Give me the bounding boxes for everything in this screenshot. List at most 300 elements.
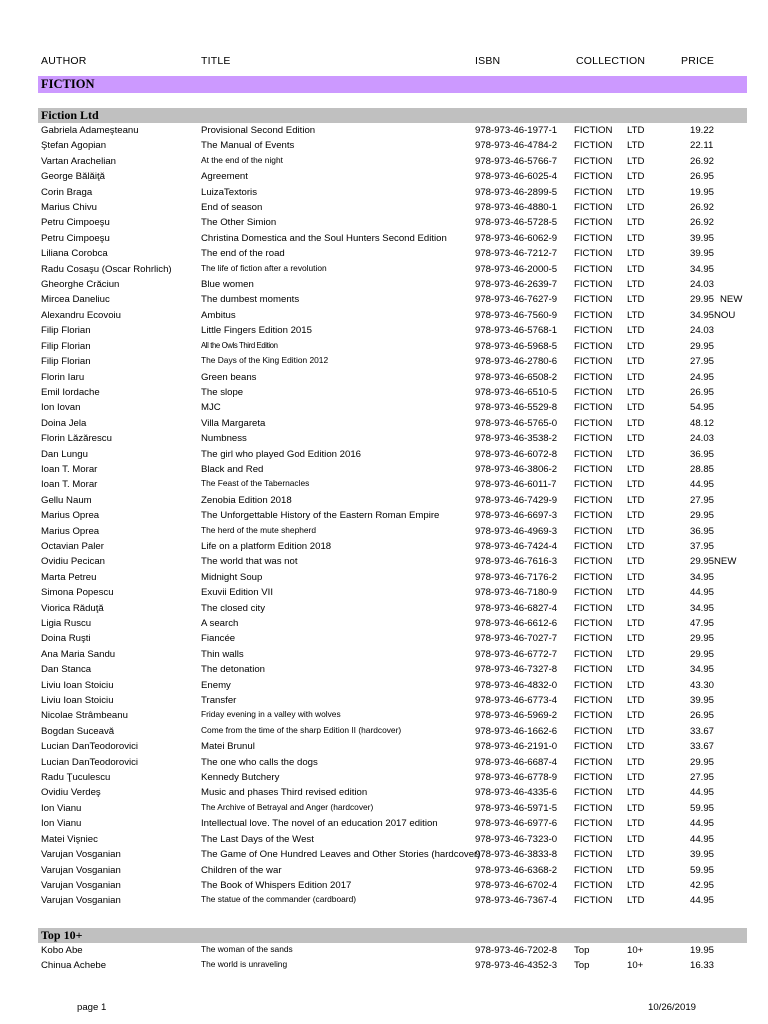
isbn-cell: 978-973-46-7176-2 xyxy=(475,571,558,583)
collection-cell: FICTION xyxy=(574,510,613,522)
price-cell: 27.95 xyxy=(690,772,715,784)
isbn-cell: 978-973-46-6687-4 xyxy=(475,756,558,768)
isbn-cell: 978-973-46-7027-7 xyxy=(475,633,558,645)
collection-cell: FICTION xyxy=(574,325,613,337)
isbn-cell: 978-973-46-7616-3 xyxy=(475,556,558,568)
type-cell: LTD xyxy=(627,710,645,722)
isbn-cell: 978-973-46-7180-9 xyxy=(475,587,558,599)
isbn-cell: 978-973-46-6011-7 xyxy=(475,479,557,491)
author-cell: Filip Florian xyxy=(41,356,91,368)
title-cell: MJC xyxy=(201,402,221,414)
price-cell: 27.95 xyxy=(690,494,715,506)
author-cell: Gheorghe Crăciun xyxy=(41,279,120,291)
type-cell: LTD xyxy=(627,171,645,183)
table-row xyxy=(0,246,768,261)
author-cell: Dan Lungu xyxy=(41,448,88,460)
table-row xyxy=(0,893,768,908)
author-cell: Ana Maria Sandu xyxy=(41,648,116,660)
type-cell: LTD xyxy=(627,802,645,814)
type-cell: LTD xyxy=(627,664,645,676)
price-cell: 36.95 xyxy=(690,525,715,537)
table-row xyxy=(0,370,768,385)
collection-cell: FICTION xyxy=(574,772,613,784)
type-cell: LTD xyxy=(627,772,645,784)
title-cell: The one who calls the dogs xyxy=(201,756,318,768)
title-cell: Enemy xyxy=(201,679,231,691)
isbn-cell: 978-973-46-6702-4 xyxy=(475,879,558,891)
table-row xyxy=(0,262,768,277)
price-cell: 34.95 xyxy=(690,602,715,614)
title-cell: Blue women xyxy=(201,279,254,291)
table-row xyxy=(0,416,768,431)
author-cell: Matei Vişniec xyxy=(41,833,98,845)
table-row xyxy=(0,200,768,215)
author-cell: Liliana Corobca xyxy=(41,248,108,260)
type-cell: LTD xyxy=(627,571,645,583)
price-cell: 24.03 xyxy=(690,325,715,337)
price-cell: 47.95 xyxy=(690,618,715,629)
type-cell: LTD xyxy=(627,463,645,475)
table-row xyxy=(0,647,768,662)
price-cell: 29.95 xyxy=(690,756,715,768)
collection-cell: FICTION xyxy=(574,710,613,722)
price-cell: 44.95 xyxy=(690,833,715,845)
isbn-cell: 978-973-46-5768-1 xyxy=(475,325,558,337)
collection-cell: FICTION xyxy=(574,833,613,845)
author-cell: Varujan Vosganian xyxy=(41,879,121,891)
title-cell: LuizaTextoris xyxy=(201,186,257,198)
isbn-cell: 978-973-46-7212-7 xyxy=(475,248,558,260)
author-cell: Dan Stanca xyxy=(41,664,92,676)
collection-cell: FICTION xyxy=(574,879,613,891)
author-cell: Ligia Ruscu xyxy=(41,618,92,629)
author-cell: Ovidiu Pecican xyxy=(41,556,105,568)
title-cell: The Manual of Events xyxy=(201,140,295,152)
type-cell: LTD xyxy=(627,725,645,737)
type-cell: LTD xyxy=(627,494,645,506)
collection-cell: FICTION xyxy=(574,494,613,506)
title-cell: Zenobia Edition 2018 xyxy=(201,494,292,506)
table-row xyxy=(0,524,768,539)
isbn-cell: 978-973-46-3833-8 xyxy=(475,849,558,861)
author-cell: Filip Florian xyxy=(41,340,91,352)
title-cell: The herd of the mute shepherd xyxy=(201,524,316,535)
collection-cell: FICTION xyxy=(574,787,613,799)
type-cell: LTD xyxy=(627,849,645,861)
collection-cell: FICTION xyxy=(574,340,613,352)
title-cell: The Book of Whispers Edition 2017 xyxy=(201,879,352,891)
author-cell: Doina Jela xyxy=(41,417,87,429)
author-cell: Radu Cosaşu (Oscar Rohrlich) xyxy=(41,263,172,275)
collection-cell: FICTION xyxy=(574,356,613,368)
table-row xyxy=(0,554,768,569)
table-row xyxy=(0,354,768,369)
group-heading-fiction-ltd: Fiction Ltd xyxy=(38,108,747,123)
title-cell: Christina Domestica and the Soul Hunters Second Edition xyxy=(201,232,447,244)
table-row xyxy=(0,154,768,169)
type-cell: LTD xyxy=(627,479,645,491)
price-cell: 59.95 xyxy=(690,864,715,876)
isbn-cell: 978-973-46-4832-0 xyxy=(475,679,558,691)
collection-cell: FICTION xyxy=(574,849,613,861)
price-cell: 26.95 xyxy=(690,171,715,183)
table-row xyxy=(0,631,768,646)
table-row xyxy=(0,447,768,462)
collection-cell: Top xyxy=(574,960,590,972)
table-row xyxy=(0,231,768,246)
isbn-cell: 978-973-46-6025-4 xyxy=(475,171,558,183)
author-cell: Marta Petreu xyxy=(41,571,97,583)
type-cell: LTD xyxy=(627,602,645,614)
author-cell: Ion Iovan xyxy=(41,402,81,414)
type-cell: LTD xyxy=(627,294,645,306)
title-cell: The world that was not xyxy=(201,556,298,568)
author-cell: Varujan Vosganian xyxy=(41,895,121,907)
type-cell: LTD xyxy=(627,125,645,136)
author-cell: Corin Braga xyxy=(41,186,93,198)
title-cell: Children of the war xyxy=(201,864,282,876)
isbn-cell: 978-973-46-7429-9 xyxy=(475,494,558,506)
title-cell: The woman of the sands xyxy=(201,944,293,954)
price-cell: 42.95 xyxy=(690,879,715,891)
author-cell: Varujan Vosganian xyxy=(41,849,121,861)
isbn-cell: 978-973-46-7202-8 xyxy=(475,945,558,956)
price-cell: 36.95 xyxy=(690,448,715,460)
table-row xyxy=(0,693,768,708)
header-price: PRICE xyxy=(681,55,715,67)
title-cell: Fiancée xyxy=(201,633,236,645)
price-cell: 26.95 xyxy=(690,386,715,398)
author-cell: Vartan Arachelian xyxy=(41,155,117,167)
title-cell: Music and phases Third revised edition xyxy=(201,787,368,799)
author-cell: Lucian DanTeodorovici xyxy=(41,741,139,753)
price-cell: 29.95 xyxy=(690,340,715,352)
author-cell: Simona Popescu xyxy=(41,587,114,599)
collection-cell: FICTION xyxy=(574,155,613,167)
price-cell: 39.95 xyxy=(690,695,715,707)
author-cell: Petru Cimpoeşu xyxy=(41,217,110,229)
collection-cell: FICTION xyxy=(574,525,613,537)
author-cell: Viorica Răduţă xyxy=(41,602,104,614)
title-cell: The Archive of Betrayal and Anger (hardcover) xyxy=(201,801,374,812)
isbn-cell: 978-973-46-7560-9 xyxy=(475,309,558,321)
price-cell: 33.67 xyxy=(690,725,715,737)
title-cell: Midnight Soup xyxy=(201,571,263,583)
price-cell: 39.95 xyxy=(690,248,715,260)
isbn-cell: 978-973-46-2191-0 xyxy=(475,741,558,753)
table-row xyxy=(0,215,768,230)
isbn-cell: 978-973-46-1662-6 xyxy=(475,725,558,737)
title-cell: At the end of the night xyxy=(201,154,283,165)
table-row xyxy=(0,431,768,446)
author-cell: Radu Ţuculescu xyxy=(41,772,111,784)
collection-cell: FICTION xyxy=(574,402,613,414)
price-cell: 22.11 xyxy=(690,140,714,152)
author-cell: Ioan T. Morar xyxy=(41,479,98,491)
book-list-fiction-ltd xyxy=(0,123,768,909)
type-cell: LTD xyxy=(627,263,645,275)
price-cell: 24.03 xyxy=(690,433,715,445)
title-cell: Thin walls xyxy=(201,648,244,660)
title-cell: The Feast of the Tabernacles xyxy=(201,478,310,489)
table-row xyxy=(0,708,768,723)
collection-cell: FICTION xyxy=(574,294,613,306)
price-cell: 59.95 xyxy=(690,802,715,814)
table-row xyxy=(0,570,768,585)
author-cell: Gabriela Adameşteanu xyxy=(41,125,139,136)
author-cell: Liviu Ioan Stoiciu xyxy=(41,679,114,691)
author-cell: Doina Ruşti xyxy=(41,633,91,645)
type-cell: LTD xyxy=(627,325,645,337)
table-row xyxy=(0,477,768,492)
type-cell: LTD xyxy=(627,510,645,522)
author-cell: Emil Iordache xyxy=(41,386,100,398)
isbn-cell: 978-973-46-6368-2 xyxy=(475,864,558,876)
table-row xyxy=(0,277,768,292)
title-cell: The slope xyxy=(201,386,244,398)
price-cell: 39.95 xyxy=(690,849,715,861)
type-cell: LTD xyxy=(627,556,645,568)
section-heading-fiction: FICTION xyxy=(38,76,747,93)
type-cell: LTD xyxy=(627,140,645,152)
type-cell: LTD xyxy=(627,433,645,445)
collection-cell: FICTION xyxy=(574,309,613,321)
price-cell: 29.95 xyxy=(690,510,715,522)
title-cell: Agreement xyxy=(201,171,248,183)
table-row xyxy=(0,863,768,878)
type-cell: LTD xyxy=(627,232,645,244)
page-number: page 1 xyxy=(77,1002,107,1013)
price-cell: 39.95 xyxy=(690,232,715,244)
isbn-cell: 978-973-46-7327-8 xyxy=(475,664,558,676)
title-cell: End of season xyxy=(201,202,263,214)
title-cell: Matei Brunul xyxy=(201,741,255,753)
type-cell: LTD xyxy=(627,155,645,167)
price-cell: 37.95 xyxy=(690,540,715,552)
table-row xyxy=(0,185,768,200)
isbn-cell: 978-973-46-7367-4 xyxy=(475,895,558,907)
price-cell: 16.33 xyxy=(690,960,715,972)
author-cell: George Bălăiţă xyxy=(41,171,105,183)
type-cell: LTD xyxy=(627,895,645,907)
title-cell: Life on a platform Edition 2018 xyxy=(201,540,332,552)
type-cell: LTD xyxy=(627,818,645,830)
author-cell: Florin Iaru xyxy=(41,371,85,383)
print-date: 10/26/2019 xyxy=(648,1002,697,1013)
author-cell: Bogdan Suceavă xyxy=(41,725,115,737)
table-row xyxy=(0,616,768,631)
group-heading-top10: Top 10+ xyxy=(38,928,747,943)
header-isbn: ISBN xyxy=(475,55,501,67)
author-cell: Filip Florian xyxy=(41,325,91,337)
table-row xyxy=(0,785,768,800)
price-cell: 54.95 xyxy=(690,402,715,414)
author-cell: Kobo Abe xyxy=(41,945,83,956)
isbn-cell: 978-973-46-3806-2 xyxy=(475,463,558,475)
flag-cell: NEW xyxy=(720,294,743,306)
type-cell: LTD xyxy=(627,741,645,753)
isbn-cell: 978-973-46-4352-3 xyxy=(475,960,558,972)
header-author: AUTHOR xyxy=(41,55,87,67)
price-cell: 44.95 xyxy=(690,787,715,799)
isbn-cell: 978-973-46-5968-5 xyxy=(475,340,558,352)
price-cell: 29.95 xyxy=(690,294,715,306)
collection-cell: FICTION xyxy=(574,202,613,214)
collection-cell: FICTION xyxy=(574,802,613,814)
title-cell: Ambitus xyxy=(201,309,236,321)
type-cell: LTD xyxy=(627,633,645,645)
isbn-cell: 978-973-46-5969-2 xyxy=(475,710,558,722)
table-row xyxy=(0,400,768,415)
title-cell: The world is unraveling xyxy=(201,959,288,970)
author-cell: Mircea Daneliuc xyxy=(41,294,110,306)
table-row xyxy=(0,801,768,816)
title-cell: The Other Simion xyxy=(201,217,277,229)
title-cell: The closed city xyxy=(201,602,265,614)
author-cell: Nicolae Strâmbeanu xyxy=(41,710,128,722)
price-cell: 34.95 xyxy=(690,263,715,275)
price-cell: 19.95 xyxy=(690,186,715,198)
author-cell: Ovidiu Verdeş xyxy=(41,787,101,799)
collection-cell: FICTION xyxy=(574,618,613,629)
price-cell: 27.95 xyxy=(690,356,715,368)
isbn-cell: 978-973-46-5765-0 xyxy=(475,417,558,429)
price-cell: 26.92 xyxy=(690,155,715,167)
type-cell: LTD xyxy=(627,402,645,414)
price-cell: 43.30 xyxy=(690,679,715,691)
title-cell: Little Fingers Edition 2015 xyxy=(201,325,312,337)
price-cell: 29.95 xyxy=(690,648,715,660)
table-row xyxy=(0,138,768,153)
table-row xyxy=(0,508,768,523)
author-cell: Alexandru Ecovoiu xyxy=(41,309,121,321)
type-cell: LTD xyxy=(627,540,645,552)
isbn-cell: 978-973-46-6772-7 xyxy=(475,648,558,660)
title-cell: The girl who played God Edition 2016 xyxy=(201,448,361,460)
price-cell: 24.03 xyxy=(690,279,715,291)
table-row xyxy=(0,739,768,754)
book-list-top10 xyxy=(0,943,768,974)
author-cell: Varujan Vosganian xyxy=(41,864,121,876)
isbn-cell: 978-973-46-2000-5 xyxy=(475,263,558,275)
type-cell: LTD xyxy=(627,679,645,691)
price-cell: 48.12 xyxy=(690,417,715,429)
title-cell: The Last Days of the West xyxy=(201,833,314,845)
type-cell: LTD xyxy=(627,371,645,383)
type-cell: LTD xyxy=(627,587,645,599)
collection-cell: FICTION xyxy=(574,679,613,691)
author-cell: Marius Chivu xyxy=(41,202,97,214)
price-cell: 19.22 xyxy=(690,125,715,136)
collection-cell: FICTION xyxy=(574,186,613,198)
price-cell: 29.95NEW xyxy=(690,556,737,568)
price-cell: 26.92 xyxy=(690,217,715,229)
collection-cell: FICTION xyxy=(574,386,613,398)
type-cell: LTD xyxy=(627,648,645,660)
title-cell: The life of fiction after a revolution xyxy=(201,262,327,273)
header-collection: COLLECTION xyxy=(576,55,646,67)
type-cell: LTD xyxy=(627,340,645,352)
type-cell: LTD xyxy=(627,248,645,260)
title-cell: The dumbest moments xyxy=(201,294,300,306)
type-cell: LTD xyxy=(627,217,645,229)
collection-cell: FICTION xyxy=(574,417,613,429)
collection-cell: FICTION xyxy=(574,540,613,552)
collection-cell: FICTION xyxy=(574,556,613,568)
title-cell: The Game of One Hundred Leaves and Other Stories (hardcover) xyxy=(201,849,481,861)
isbn-cell: 978-973-46-6612-6 xyxy=(475,618,558,629)
type-cell: LTD xyxy=(627,356,645,368)
author-cell: Chinua Achebe xyxy=(41,960,107,972)
price-cell: 26.92 xyxy=(690,202,715,214)
author-cell: Ion Vianu xyxy=(41,802,82,814)
title-cell: Kennedy Butchery xyxy=(201,772,280,784)
author-cell: Ion Vianu xyxy=(41,818,82,830)
type-cell: LTD xyxy=(627,756,645,768)
type-cell: LTD xyxy=(627,386,645,398)
type-cell: LTD xyxy=(627,417,645,429)
price-cell: 34.95NOU xyxy=(690,309,736,321)
title-cell: All the Owls Third Edition xyxy=(201,340,278,350)
header-title: TITLE xyxy=(201,55,231,67)
table-row xyxy=(0,493,768,508)
title-cell: Green beans xyxy=(201,371,257,383)
collection-cell: Top xyxy=(574,945,590,956)
collection-cell: FICTION xyxy=(574,448,613,460)
type-cell: LTD xyxy=(627,448,645,460)
author-cell: Octavian Paler xyxy=(41,540,104,552)
isbn-cell: 978-973-46-6062-9 xyxy=(475,232,558,244)
type-cell: LTD xyxy=(627,695,645,707)
type-cell: LTD xyxy=(627,525,645,537)
type-cell: LTD xyxy=(627,202,645,214)
type-cell: LTD xyxy=(627,787,645,799)
type-cell: LTD xyxy=(627,879,645,891)
table-row xyxy=(0,339,768,354)
isbn-cell: 978-973-46-6510-5 xyxy=(475,386,558,398)
price-cell: 33.67 xyxy=(690,741,715,753)
collection-cell: FICTION xyxy=(574,433,613,445)
collection-cell: FICTION xyxy=(574,263,613,275)
table-row xyxy=(0,585,768,600)
title-cell: Exuvii Edition VII xyxy=(201,587,273,599)
table-row xyxy=(0,662,768,677)
isbn-cell: 978-973-46-2899-5 xyxy=(475,186,558,198)
collection-cell: FICTION xyxy=(574,371,613,383)
table-row xyxy=(0,308,768,323)
isbn-cell: 978-973-46-2780-6 xyxy=(475,356,558,368)
author-cell: Marius Oprea xyxy=(41,525,100,537)
title-cell: Come from the time of the sharp Edition II (hardcover) xyxy=(201,724,402,735)
table-row xyxy=(0,832,768,847)
price-cell: 28.85 xyxy=(690,463,715,475)
type-cell: LTD xyxy=(627,279,645,291)
isbn-cell: 978-973-46-4880-1 xyxy=(475,202,558,214)
collection-cell: FICTION xyxy=(574,725,613,737)
isbn-cell: 978-973-46-4784-2 xyxy=(475,140,558,152)
table-row xyxy=(0,755,768,770)
table-row xyxy=(0,601,768,616)
collection-cell: FICTION xyxy=(574,741,613,753)
table-row xyxy=(0,385,768,400)
price-cell: 19.95 xyxy=(690,945,715,956)
isbn-cell: 978-973-46-2639-7 xyxy=(475,279,558,291)
isbn-cell: 978-973-46-4335-6 xyxy=(475,787,558,799)
isbn-cell: 978-973-46-6697-3 xyxy=(475,510,558,522)
title-cell: Black and Red xyxy=(201,463,264,475)
author-cell: Florin Lăzărescu xyxy=(41,433,112,445)
isbn-cell: 978-973-46-3538-2 xyxy=(475,433,558,445)
